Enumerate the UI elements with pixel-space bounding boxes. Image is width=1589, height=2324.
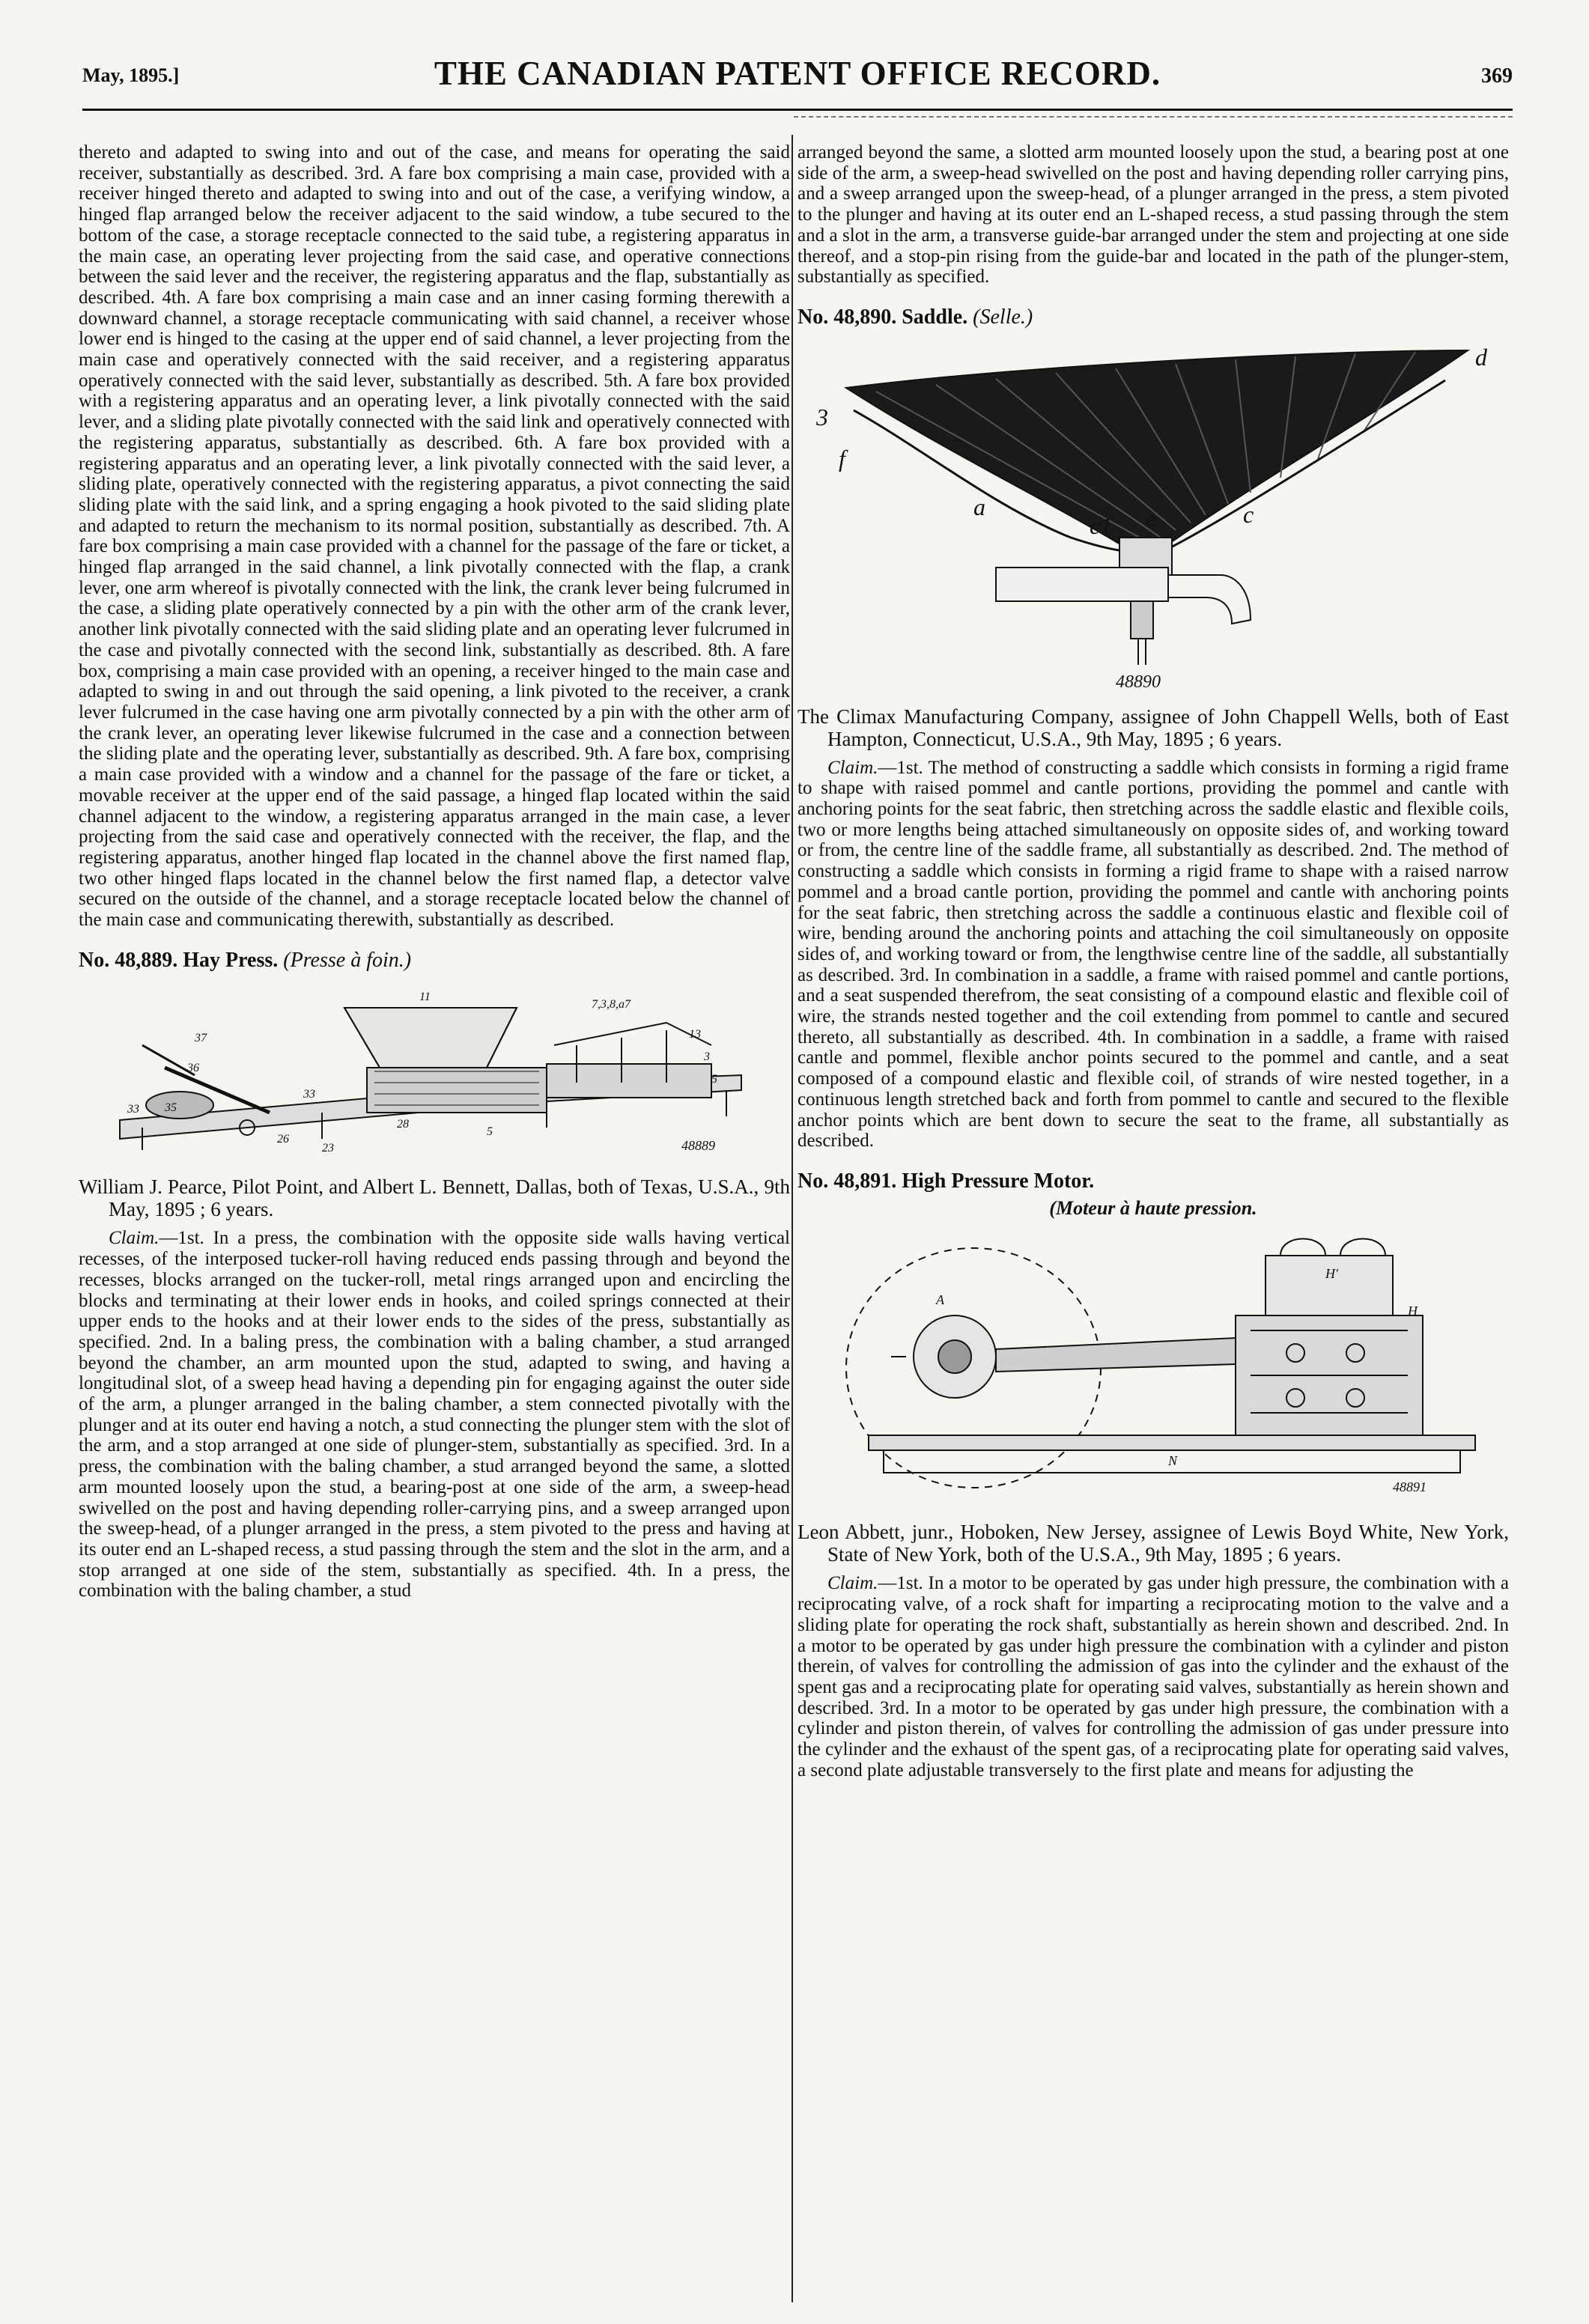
svg-text:33: 33 (303, 1088, 315, 1101)
svg-text:3: 3 (704, 1050, 710, 1064)
claim-text: —1st. In a motor to be operated by gas under high pressure, the combination with a reciprocating valve, of a rock shaft for imparting a reciprocating motion to the valve and a sliding plate for operating the rock shaft, substantially as herein shown and described. 2nd. In a motor to be operated by gas under high pressure the combination with a cylinder and piston therein, of valves for controlling the admission of gas into the cylinder and the exhaust of the spent gas and a reciprocating plate for operating said valves, substantially as herein shown and described. 3rd. In a motor to be operated by gas under high pressure, the combination with a cylinder and piston therein, of valves for controlling the admission of gas under pressure into the cylinder and the exhaust of the spent gas, of a reciprocating plate for operating said valves, a second plate adjustable transversely to the first plate and means for adjusting the (797, 1573, 1509, 1780)
fig-label-e: e (1146, 504, 1157, 532)
patent-title-french: (Moteur à haute pression. (1049, 1196, 1257, 1219)
svg-text:37: 37 (195, 1032, 207, 1045)
fig-number-48891: 48891 (1393, 1479, 1427, 1495)
svg-text:36: 36 (187, 1062, 199, 1075)
high-pressure-motor-illustration (816, 1226, 1490, 1510)
claim-label: Claim. (827, 1573, 878, 1594)
fig-label-3: 3 (816, 403, 828, 431)
svg-text:13: 13 (689, 1028, 701, 1041)
svg-text:H: H (1408, 1304, 1418, 1319)
svg-text:11: 11 (419, 991, 431, 1004)
svg-text:A: A (936, 1292, 944, 1308)
svg-text:35: 35 (165, 1101, 177, 1115)
patent-claims (797, 758, 1509, 1152)
fig-label-a: a (973, 493, 985, 520)
patent-heading-48890 (797, 307, 1509, 328)
left-column (79, 142, 790, 2299)
svg-text:5: 5 (711, 1073, 717, 1086)
patent-assignee: The Climax Manufacturing Company, assignee of John Chappell Wells, both of East Hampton, Connecticut, U.S.A., 9th May, 1895 ; 6 years. (797, 705, 1509, 750)
svg-text:33: 33 (127, 1103, 139, 1116)
patent-claims (79, 1228, 790, 1601)
patent-number: No. 48,890. (797, 305, 897, 329)
patent-title-french: (Selle.) (973, 305, 1033, 329)
saddle-illustration (801, 335, 1505, 695)
header-rule (82, 109, 1513, 111)
patent-title: Saddle. (902, 305, 968, 329)
continued-claims-text-right: arranged beyond the same, a slotted arm mounted loosely upon the stud, a bearing post at one side of the arm, a sweep-head swivelled on the post and having depending roller carrying pins, and a sweep arranged upon the sweep-head, of a plunger arranged in the press, a stem pivoted to the plunger and having at its outer end an L-shaped recess, a stud passing through the stem and a slot in the arm, a transverse guide-bar arranged under the stem and projecting at one side thereof, and a stop-pin rising from the guide-bar and located in the path of the plunger-stem, substantially as specified. (797, 142, 1509, 288)
patent-title: Hay Press. (183, 948, 279, 972)
svg-text:26: 26 (277, 1133, 289, 1146)
fig-label-c1: c1 (1090, 511, 1113, 539)
right-column (797, 142, 1509, 2299)
claim-text: —1st. In a press, the combination with the opposite side walls having vertical recesses, of the interposed tucker-roll having reduced ends passing through and beyond the recesses, blocks arranged on the tucker-roll, metal rings arranged upon and encircling the blocks and terminating at their lower ends in hooks, and coiled springs connected at their upper ends to the hooks and at their lower ends to the sides of the press, substantially as specified. 2nd. In a baling press, the combination with a baling chamber, a stud arranged beyond the chamber, an arm mounted upon the stud, adapted to swing, and having a longitudinal slot, of a sweep head having a depending pin for engaging against the outer side of the arm, a plunger arranged in the baling chamber, a stem connected pivotally with the plunger and at its outer end having a notch, a stud connecting the plunger stem with the slot of the arm, and a stop arranged at one side of plunger-stem, substantially as specified. 3rd. In a press, the combination with the baling chamber, a stud arranged beyond the same, a slotted arm mounted loosely upon the stud, a bearing-post at one side of the arm, a sweep-head swivelled on the post and having depending roller-carrying pins, and a sweep arranged upon the sweep-head, of a plunger arranged in the press, a stem pivoted to the press and having at its outer end an L-shaped recess, a stud passing through the stem and the slot in the arm, and a stop arranged at one side of the stem, substantially as specified. 4th. In a press, the combination with the baling chamber, a stud (79, 1228, 790, 1601)
page-header (82, 54, 1513, 99)
patent-title-french: (Presse à foin.) (283, 948, 412, 972)
fig-number-48890: 48890 (1116, 672, 1161, 692)
fig-label-d: d (1475, 343, 1487, 371)
fig-number-48889: 48889 (681, 1138, 715, 1154)
claim-label: Claim. (827, 757, 878, 778)
patent-title: High Pressure Motor. (902, 1169, 1095, 1193)
page-number: 369 (1481, 64, 1513, 88)
svg-text:H': H' (1325, 1266, 1338, 1282)
patent-number: No. 48,891. (797, 1169, 897, 1193)
svg-text:5: 5 (487, 1125, 493, 1139)
header-rule-dashed (794, 116, 1513, 118)
fig-label-f: f (839, 444, 845, 472)
patent-heading-48889 (79, 950, 790, 971)
issue-date: May, 1895.] (82, 64, 180, 86)
svg-text:7,3,8,a7: 7,3,8,a7 (592, 998, 631, 1012)
patent-number: No. 48,889. (79, 948, 178, 972)
column-divider (792, 135, 793, 2302)
journal-title: THE CANADIAN PATENT OFFICE RECORD. (434, 55, 1161, 92)
patent-assignee: Leon Abbett, junr., Hoboken, New Jersey, assignee of Lewis Boyd White, New York, State of New York, both of the U.S.A., 9th May, 1895 ; 6 years. (797, 1521, 1509, 1566)
hay-press-illustration (97, 978, 771, 1165)
svg-text:28: 28 (397, 1118, 409, 1131)
continued-claims-text: thereto and adapted to swing into and out of the case, and means for operating the said receiver, substantially as described. 3rd. A fare box comprising a main case, provided with a receiver hinged thereto and adapted to swing into and out of the case, a verifying window, a hinged flap arranged below the receiver adjacent to the said window, a tube secured to the bottom of the case, a storage receptacle connected to the said tube, a registering apparatus in the main case, an operating lever projecting from the said case, and operative connections between the said lever and the receiver, the registering apparatus and the flap, substantially as described. 4th. A fare box comprising a main case and an inner casing forming therewith a downward channel, a storage receptacle communicating with said channel, a receiver whose lower end is hinged to the casing at the upper end of said channel, a lever projecting from the main case and operatively connected with the said receiver, and a registering apparatus operatively connected with the said lever, substantially as described. 5th. A fare box provided with a registering apparatus and an operating lever, a link pivotally connected with the said lever, and a sliding plate pivotally connected with the said link and operatively connected with the registering apparatus, substantially as described. 6th. A fare box provided with a registering apparatus and an operating lever, a link pivotally connected with the said lever, a sliding plate, operatively connected with the registering apparatus, a pivot connecting the said sliding plate with the said link, and a spring engaging a hook pivoted to the said sliding plate and adapted to return the mechanism to its normal position, substantially as described. 7th. A fare box comprising a main case provided with a channel for the passage of the fare or ticket, a hinged flap arranged in the said channel, a link pivotally connected with the flap, a crank lever, one arm whereof is pivotally connected with the link, the crank lever being fulcrumed in the case, a sliding plate operatively connected by a pin with the other arm of the crank lever, another link pivotally connected with the said sliding plate and an operating lever fulcrumed in the case and pivotally connected with the second link, substantially as described. 8th. A fare box, comprising a main case provided with an opening, a receiver hinged to the main case and adapted to swing in and out through the said opening, a link pivoted to the receiver, a crank lever fulcrumed in the case having one arm pivotally connected by a pin with the other arm of the crank lever, an operating lever likewise fulcrumed in the case and a connection between the sliding plate and the operating lever, substantially as described. 9th. A fare box, comprising a main case provided with a window and a channel for the passage of the fare or ticket, a movable receiver at the upper end of the said passage, a hinged flap located within the said channel adjacent to the window, a registering apparatus arranged in the main case, a lever projecting from the said case and operatively connected with the receiver, the flap, and the registering apparatus, another hinged flap located in the channel above the first named flap, two other hinged flaps located in the channel below the first named flap, a detector valve secured on the outside of the channel, and a storage receptacle located below the channel of the main case and communicating therewith, substantially as described. (79, 142, 790, 931)
fig-label-c: c (1243, 500, 1254, 528)
svg-text:23: 23 (322, 1142, 334, 1155)
claim-label: Claim. (109, 1228, 159, 1249)
svg-text:N: N (1168, 1453, 1178, 1469)
claim-text: —1st. The method of constructing a saddle which consists in forming a rigid frame to shape with raised pommel and cantle portions, providing the pommel and cantle with anchoring points for the seat fabric, then stretching across the saddle elastic and flexible coils, two or more lengths being attached simultaneously on opposite sides of, and working toward or from, the centre line of the saddle frame, all substantially as described. 2nd. The method of constructing a saddle which consists in forming a rigid frame to shape with a raised narrow pommel and a broad cantle portion, providing the pommel and cantle with anchoring points for the seat fabric, then stretching across the saddle a continuous elastic and flexible coil of wire, bending around the anchoring points and attaching the coil simultaneously on opposite sides of, and working toward or from, the lengthwise centre line of the saddle, all substantially as described. 3rd. In combination in a saddle, a frame with raised pommel and cantle portions, and a seat suspended therefrom, the seat consisting of a compound elastic and flexible coil of wire, the strands nested together and the coil extending from pommel to cantle and secured thereto, all substantially as described. 4th. In combination in a saddle, a frame with raised cantle and pommel, flexible anchor points secured to the pommel and cantle, and a seat composed of a compound elastic and flexible coil, of strands of wire nested together, in a continuous length stretched back and forth from pommel to cantle and secured to the flexible anchor points which are bent down to secure the seat to the frame, all substantially as described. (797, 757, 1509, 1152)
patent-claims (797, 1573, 1509, 1780)
patent-heading-48891 (797, 1171, 1509, 1192)
patent-assignee: William J. Pearce, Pilot Point, and Albert L. Bennett, Dallas, both of Texas, U.S.A., 9th May, 1895 ; 6 years. (79, 1175, 790, 1221)
